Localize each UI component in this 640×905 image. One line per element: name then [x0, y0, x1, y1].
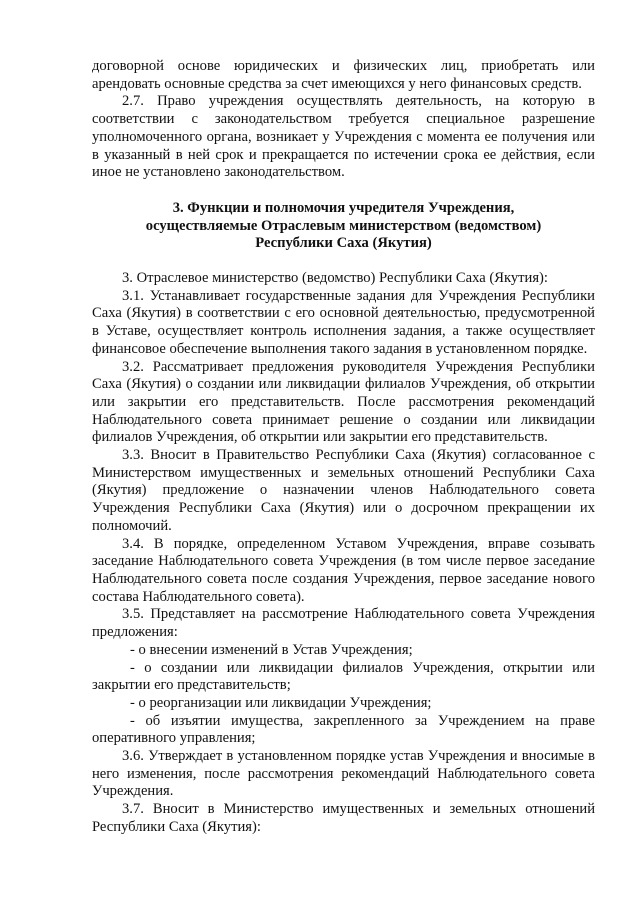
- clause-3-1: 3.1. Устанавливает государственные задания для Учреждения Республики Саха (Якутия) в соответствии с его основной деятельностью, предусмотренной в Уставе, осуществляет контроль исполнения задания, а также осуществляет финансовое обеспечение выполнения такого задания в установленном порядке.: [92, 287, 595, 357]
- spacer: [92, 182, 595, 200]
- clause-3: 3. Отраслевое министерство (ведомство) Республики Саха (Якутия):: [122, 270, 548, 287]
- clause-3-7: 3.7. Вносит в Министерство имущественных и земельных отношений Республики Саха (Якутия):: [92, 801, 595, 835]
- clause-3-5: 3.5. Представляет на рассмотрение Наблюдательного совета Учреждения предложения:: [92, 606, 595, 641]
- intro-paragraph: договорной основе юридических и физических лиц, приобретать или арендовать основные средства за счет имеющихся у него финансовых средств.: [92, 58, 595, 92]
- document-page: [92, 58, 595, 837]
- clause-3-6: 3.6. Утверждает в установленном порядке устав Учреждения и вносимые в него изменения, после рассмотрения рекомендаций Наблюдательного совета Учреждения.: [92, 748, 595, 800]
- section-heading-line-2: осуществляемые Отраслевым министерством (ведомством): [145, 217, 542, 234]
- clause-3-5-item: - о создании или ликвидации филиалов Учреждения, открытии или закрытии его представительств;: [92, 659, 595, 694]
- section-heading: [92, 200, 595, 253]
- clause-3-5-item: - о внесении изменений в Устав Учреждения;: [130, 641, 413, 658]
- clause-3-5-item: - о реорганизации или ликвидации Учреждения;: [130, 694, 432, 711]
- spacer: [92, 253, 595, 270]
- clause-3-5-item: - об изъятии имущества, закрепленного за Учреждением на праве оперативного управления;: [92, 712, 595, 747]
- clause-3-3: 3.3. Вносит в Правительство Республики Саха (Якутия) согласованное с Министерством имущественных и земельных отношений Республики Саха (Якутия) предложение о назначении членов Наблюдательного совета Учреждения Республики Саха (Якутия) или о досрочном прекращении их полномочий.: [92, 447, 595, 534]
- section-heading-line-1: 3. Функции и полномочия учредителя Учреждения,: [172, 199, 515, 216]
- clause-3-2: 3.2. Рассматривает предложения руководителя Учреждения Республики Саха (Якутия) о создании или ликвидации филиалов Учреждения, об открытии или закрытии его представительств. После рассмотрения рекомендаций Наблюдательного совета принимает решение о создании или ликвидации филиалов Учреждения, об открытии или закрытии его представительств.: [92, 358, 595, 446]
- clause-2-7: 2.7. Право учреждения осуществлять деятельность, на которую в соответствии с законодательством требуется специальное разрешение уполномоченного органа, возникает у Учреждения с момента ее получения или в указанный в ней срок и прекращается по истечении срока ее действия, если иное не установлено законодательством.: [92, 93, 595, 181]
- clause-3-4: 3.4. В порядке, определенном Уставом Учреждения, вправе созывать заседание Наблюдательного совета Учреждения (в том числе первое заседание Наблюдательного совета после создания Учреждения, первое заседание нового состава Наблюдательного совета).: [92, 535, 595, 605]
- section-heading-line-3: Республики Саха (Якутия): [255, 235, 432, 252]
